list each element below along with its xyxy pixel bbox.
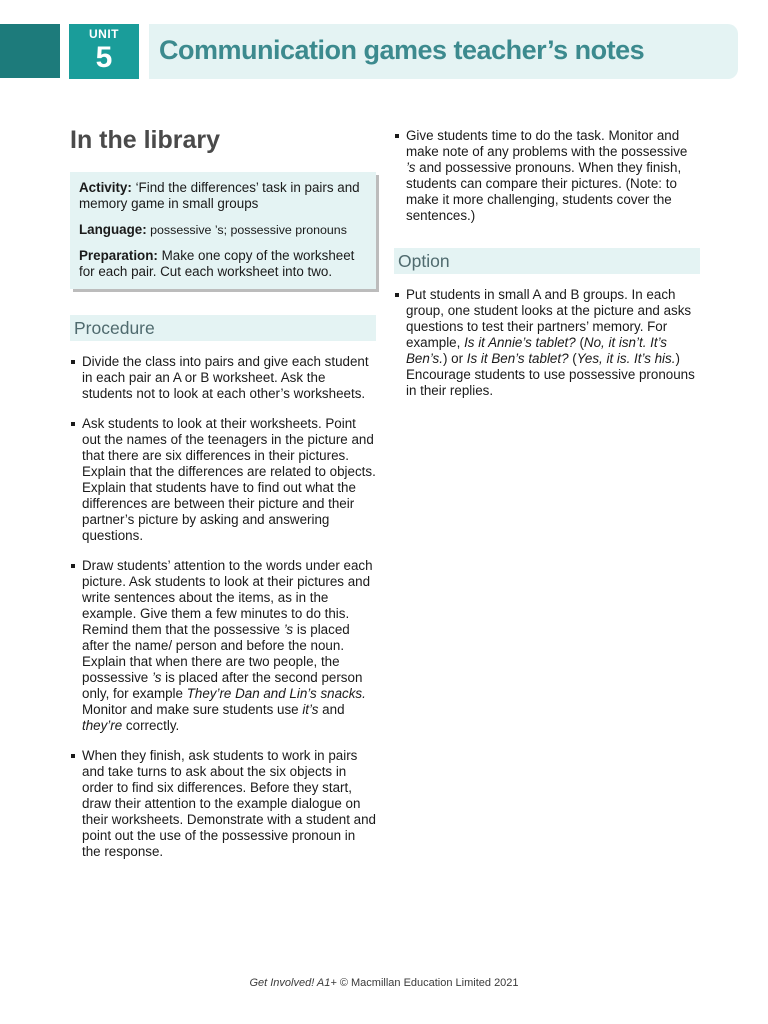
procedure-continued-list xyxy=(394,128,700,224)
preparation-label: Preparation: xyxy=(79,248,158,263)
italic-text: ’s xyxy=(406,160,416,175)
procedure-item-1: Divide the class into pairs and give each student in each pair an A or B worksheet. Ask the students not to look at each other’s worksheets. xyxy=(70,354,376,402)
procedure-item-3 xyxy=(70,558,376,734)
preparation-line xyxy=(79,248,368,280)
footer-book-title: Get Involved! A1+ xyxy=(249,977,337,989)
text: ( xyxy=(575,335,584,350)
right-column xyxy=(394,128,700,423)
language-label: Language: xyxy=(79,222,147,237)
italic-text: it’s xyxy=(302,702,319,717)
left-column xyxy=(70,124,376,874)
footer-copyright: © Macmillan Education Limited 2021 xyxy=(336,977,519,989)
italic-text: They’re Dan and Lin’s snacks. xyxy=(186,686,366,701)
text: ) Encourage students to use possessive pronouns in their replies. xyxy=(406,351,695,398)
text: correctly. xyxy=(122,718,180,733)
header-title: Communication games teacher’s notes xyxy=(159,35,645,65)
italic-text: Yes, it is. It’s his. xyxy=(576,351,676,366)
header-bar xyxy=(149,24,738,79)
text: is placed after the second person only, for example xyxy=(82,670,363,701)
unit-number: 5 xyxy=(95,41,113,74)
text: is placed after the name/ person and before the noun. Explain that when there are two people, the possessive xyxy=(82,622,350,685)
language-line xyxy=(79,222,368,238)
italic-text: Is it Ben’s tablet? xyxy=(466,351,569,366)
procedure-item-5 xyxy=(394,128,700,224)
language-text: possessive ’s; possessive pronouns xyxy=(146,223,347,237)
italic-text: No, it isn’t. It’s Ben’s. xyxy=(406,335,668,366)
italic-text: they’re xyxy=(82,718,123,733)
text: ( xyxy=(568,351,577,366)
procedure-heading: Procedure xyxy=(70,315,376,341)
text: Put students in small A and B groups. In each group, one student looks at the picture and asks questions to test their partners’ memory. For example, xyxy=(406,287,692,350)
preparation-text: Make one copy of the worksheet for each pair. Cut each worksheet into two. xyxy=(79,248,355,279)
text: Monitor and make sure students use xyxy=(82,702,303,717)
text: ) or xyxy=(442,351,467,366)
italic-text: ’s xyxy=(283,622,294,637)
unit-label: UNIT xyxy=(89,27,119,41)
procedure-item-4: When they finish, ask students to work in pairs and take turns to ask about the six objects in order to find six differences. Before they start, draw their attention to the example dialogue on their worksheets. Demonstrate with a student and point out the use of the possessive pronoun in the response. xyxy=(70,748,376,860)
text: and possessive pronouns. When they finish, students can compare their pictures. (Note: to make it more challenging, students cover the sentences.) xyxy=(406,160,682,223)
footer xyxy=(0,977,768,989)
procedure-item-2: Ask students to look at their worksheets. Point out the names of the teenagers in the picture and that there are six differences in their pictures. Explain that the differences are related to objects. Explain that students have to find out what the differences are between their picture and their partner’s picture by asking and answering questions. xyxy=(70,416,376,544)
option-item xyxy=(394,287,700,399)
procedure-list xyxy=(70,354,376,860)
header-corner-block xyxy=(0,24,60,78)
activity-label: Activity: xyxy=(79,180,132,195)
option-list xyxy=(394,287,700,399)
text: and xyxy=(318,702,345,717)
unit-badge xyxy=(69,24,139,79)
option-heading: Option xyxy=(394,248,700,274)
activity-line xyxy=(79,180,368,212)
italic-text: ’s xyxy=(151,670,162,685)
info-box xyxy=(70,172,376,289)
text: Give students time to do the task. Monitor and make note of any problems with the possessive xyxy=(406,128,688,159)
page-title: In the library xyxy=(70,126,221,154)
text: Draw students’ attention to the words under each picture. Ask students to look at their pictures and write sentences about the items, as in the example. Give them a few minutes to do this. Remind them that the possessive xyxy=(82,558,373,637)
activity-text: ‘Find the differences’ task in pairs and memory game in small groups xyxy=(79,180,360,211)
italic-text: Is it Annie’s tablet? xyxy=(464,335,576,350)
